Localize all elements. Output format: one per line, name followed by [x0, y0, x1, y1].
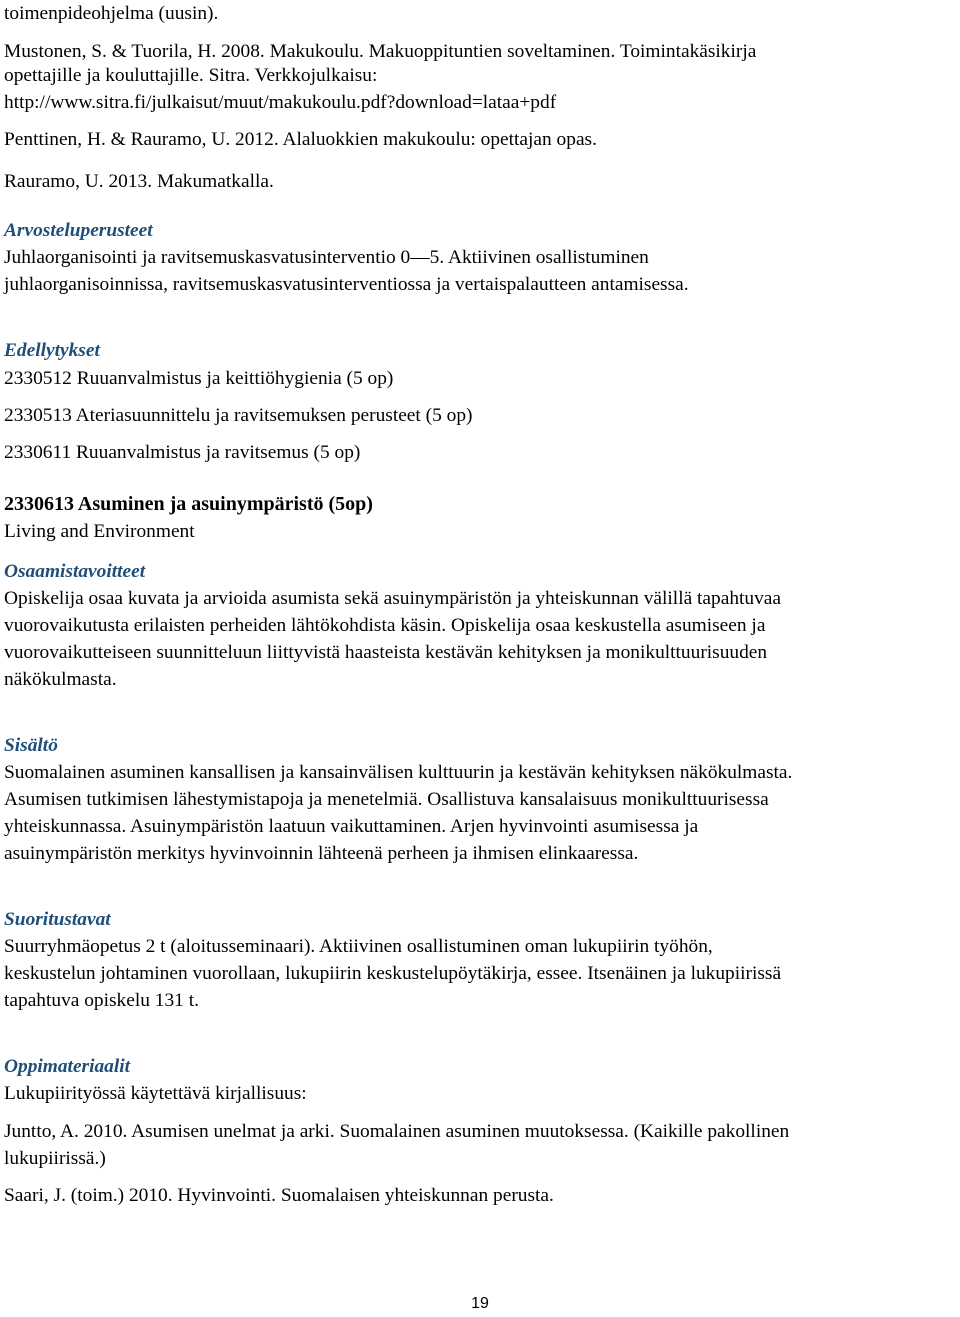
suoritustavat-line-2: keskustelun johtaminen vuorollaan, lukupiirin keskustelupöytäkirja, essee. Itsenäinen ja lukupiirissä [4, 963, 782, 984]
reference-juntto-line-1: Juntto, A. 2010. Asumisen unelmat ja arki. Suomalainen asuminen muutoksessa. (Kaikille pakollinen [4, 1121, 790, 1142]
reference-saari: Saari, J. (toim.) 2010. Hyvinvointi. Suomalaisen yhteiskunnan perusta. [4, 1185, 554, 1206]
sisalto-line-2: Asumisen tutkimisen lähestymistapoja ja menetelmiä. Osallistuva kansalaisuus monikulttuurisessa [4, 789, 769, 810]
page-number: 19 [471, 1295, 489, 1312]
suoritustavat-line-1: Suurryhmäopetus 2 t (aloitusseminaari). Aktiivinen osallistuminen oman lukupiirin työhön, [4, 936, 713, 957]
reference-mustonen-url: http://www.sitra.fi/julkaisut/muut/makukoulu.pdf?download=lataa+pdf [4, 92, 557, 113]
prerequisite-item: 2330512 Ruuanvalmistus ja keittiöhygienia (5 op) [4, 368, 394, 389]
section-heading-sisalto: Sisältö [4, 735, 58, 756]
sisalto-line-4: asuinympäristön merkitys hyvinvoinnin lähteenä perheen ja ihmisen elinkaaressa. [4, 843, 639, 864]
osaamistavoitteet-line-2: vuorovaikutusta erilaisten perheiden lähtökohdista käsin. Opiskelija osaa keskustella asumiseen ja [4, 615, 766, 636]
course-subtitle: Living and Environment [4, 521, 195, 542]
reference-juntto-line-2: lukupiirissä.) [4, 1148, 106, 1169]
section-heading-edellytykset: Edellytykset [4, 340, 100, 361]
section-heading-osaamistavoitteet: Osaamistavoitteet [4, 561, 146, 582]
sisalto-line-3: yhteiskunnassa. Asuinympäristön laatuun vaikuttaminen. Arjen hyvinvointi asumisessa ja [4, 816, 699, 837]
oppimateriaalit-intro: Lukupiirityössä käytettävä kirjallisuus: [4, 1083, 307, 1104]
reference-continuation: toimenpideohjelma (uusin). [4, 3, 219, 24]
suoritustavat-line-3: tapahtuva opiskelu 131 t. [4, 990, 199, 1011]
reference-penttinen: Penttinen, H. & Rauramo, U. 2012. Alaluokkien makukoulu: opettajan opas. [4, 129, 597, 150]
section-heading-arvosteluperusteet: Arvosteluperusteet [4, 220, 153, 241]
sisalto-line-1: Suomalainen asuminen kansallisen ja kansainvälisen kulttuurin ja kestävän kehityksen näkökulmasta. [4, 762, 793, 783]
prerequisite-item: 2330513 Ateriasuunnittelu ja ravitsemuksen perusteet (5 op) [4, 405, 473, 426]
prerequisite-item: 2330611 Ruuanvalmistus ja ravitsemus (5 op) [4, 442, 361, 463]
arvostelu-text-line-2: juhlaorganisoinnissa, ravitsemuskasvatusinterventiossa ja vertaispalautteen antamisessa. [4, 274, 689, 295]
arvostelu-text-line-1: Juhlaorganisointi ja ravitsemuskasvatusinterventio 0—5. Aktiivinen osallistuminen [4, 247, 649, 268]
osaamistavoitteet-line-3: vuorovaikutteiseen suunnitteluun liittyvistä haasteista kestävän kehityksen ja monikulttuurisuuden [4, 642, 768, 663]
section-heading-suoritustavat: Suoritustavat [4, 909, 111, 930]
reference-mustonen-line-1: Mustonen, S. & Tuorila, H. 2008. Makukoulu. Makuoppituntien soveltaminen. Toimintakäsikirja [4, 41, 757, 62]
reference-rauramo: Rauramo, U. 2013. Makumatkalla. [4, 171, 274, 192]
reference-mustonen-line-2: opettajille ja kouluttajille. Sitra. Verkkojulkaisu: [4, 65, 378, 86]
osaamistavoitteet-line-4: näkökulmasta. [4, 669, 117, 690]
course-title: 2330613 Asuminen ja asuinympäristö (5op) [4, 493, 373, 515]
osaamistavoitteet-line-1: Opiskelija osaa kuvata ja arvioida asumista sekä asuinympäristön ja yhteiskunnan välillä tapahtuvaa [4, 588, 782, 609]
section-heading-oppimateriaalit: Oppimateriaalit [4, 1056, 131, 1077]
